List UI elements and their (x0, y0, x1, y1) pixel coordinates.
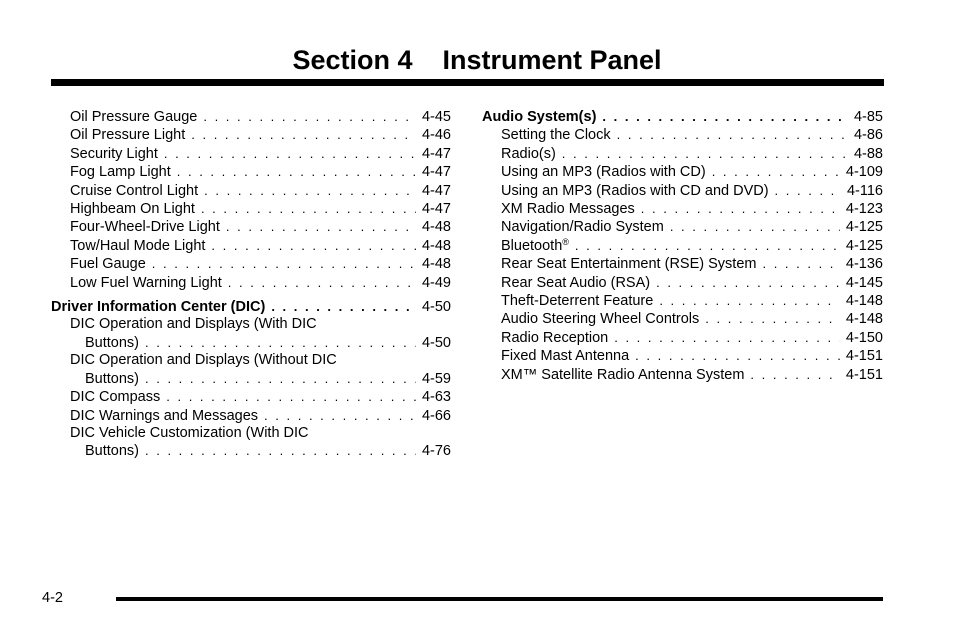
toc-entry (51, 145, 451, 163)
toc-page: 4-109 (845, 164, 883, 181)
toc-entry (51, 237, 451, 255)
toc-entry (51, 425, 451, 461)
leader-dots (191, 126, 416, 143)
leader-dots (762, 255, 839, 272)
toc-page: 4-66 (421, 407, 451, 424)
leader-dots (264, 407, 416, 424)
toc-label: Oil Pressure Gauge (70, 109, 198, 125)
leader-dots (271, 298, 416, 315)
toc-entry (51, 255, 451, 273)
leader-dots (614, 329, 840, 346)
leader-dots (775, 182, 841, 199)
toc-page: 4-59 (421, 370, 451, 387)
toc-page: 4-125 (845, 237, 883, 254)
toc-page: 4-116 (846, 182, 883, 199)
leader-dots (164, 145, 416, 162)
toc-entry (482, 126, 883, 144)
toc-page: 4-151 (845, 348, 883, 365)
leader-dots (562, 145, 848, 162)
toc-page: 4-150 (845, 329, 883, 346)
toc-entry (51, 163, 451, 181)
toc-label: DIC Compass (70, 389, 161, 406)
leader-dots (145, 370, 416, 387)
toc-label: XM™ Satellite Radio Antenna System (501, 366, 745, 383)
toc-page: 4-47 (421, 182, 451, 199)
toc-entry (482, 329, 883, 347)
toc-entry-main (51, 298, 451, 316)
toc-label: Using an MP3 (Radios with CD) (501, 164, 706, 181)
toc-page: 4-86 (853, 127, 883, 144)
toc-label: Fog Lamp Light (70, 164, 171, 181)
title-rule (51, 79, 884, 86)
toc-label-continued: Buttons) (85, 334, 139, 351)
toc-label: Navigation/Radio System (501, 219, 664, 236)
toc-page: 4-148 (845, 311, 883, 328)
toc-label: Rear Seat Audio (RSA) (501, 274, 651, 291)
toc-page: 4-49 (421, 274, 451, 291)
toc-label: Radio Reception (501, 329, 609, 346)
toc-page: 4-85 (853, 109, 883, 125)
toc-entry (482, 347, 883, 365)
toc-entry (482, 366, 883, 384)
toc-entry (482, 163, 883, 181)
leader-dots (145, 442, 416, 459)
toc-label: DIC Operation and Displays (Without DIC (70, 352, 337, 369)
toc-page: 4-50 (421, 299, 451, 316)
toc-entry (51, 316, 451, 352)
toc-entry (51, 218, 451, 236)
toc-label: Driver Information Center (DIC) (51, 299, 266, 316)
toc-label: Fixed Mast Antenna (501, 348, 630, 365)
leader-dots (750, 366, 840, 383)
leader-dots (228, 274, 416, 291)
toc-label: Oil Pressure Light (70, 127, 186, 144)
leader-dots (641, 200, 840, 217)
leader-dots (670, 218, 840, 235)
toc-page: 4-136 (845, 256, 883, 273)
toc-entry (482, 200, 883, 218)
leader-dots (201, 200, 416, 217)
toc-label: Security Light (70, 145, 158, 162)
toc-label: Radio(s) (501, 145, 556, 162)
toc-entry (51, 407, 451, 425)
toc-entry (482, 218, 883, 236)
leader-dots (204, 182, 416, 199)
toc-right-column (482, 108, 883, 384)
toc-label: Bluetooth (501, 237, 563, 254)
toc-page: 4-45 (421, 109, 451, 125)
toc-entry-main (482, 108, 883, 126)
toc-entry (51, 200, 451, 218)
toc-label: Rear Seat Entertainment (RSE) System (501, 256, 757, 273)
toc-label-continued: Buttons) (85, 443, 139, 460)
toc-label-continued: Buttons) (85, 370, 139, 387)
leader-dots (656, 274, 840, 291)
leader-dots (705, 310, 840, 327)
toc-entry (51, 182, 451, 200)
toc-label: Low Fuel Warning Light (70, 274, 222, 291)
toc-entry (51, 126, 451, 144)
toc-label: XM Radio Messages (501, 201, 635, 218)
leader-dots (635, 347, 840, 364)
registered-mark: ® (562, 236, 569, 247)
section-title: Section 4 Instrument Panel (292, 45, 662, 75)
leader-dots (617, 126, 848, 143)
toc-entry (51, 274, 451, 292)
toc-page: 4-76 (421, 443, 451, 460)
leader-dots (575, 237, 840, 254)
toc-label: DIC Warnings and Messages (70, 407, 259, 424)
toc-left-column (51, 108, 451, 461)
leader-dots (659, 292, 840, 309)
toc-label: Fuel Gauge (70, 256, 146, 273)
toc-page: 4-50 (421, 334, 451, 351)
leader-dots (152, 255, 416, 272)
leader-dots (211, 237, 416, 254)
toc-page: 4-48 (421, 219, 451, 236)
toc-label: Four-Wheel-Drive Light (70, 219, 220, 236)
toc-page: 4-63 (421, 389, 451, 406)
leader-dots (166, 388, 416, 405)
toc-page: 4-88 (853, 145, 883, 162)
footer-page-number: 4-2 (42, 590, 63, 606)
toc-page: 4-47 (421, 164, 451, 181)
toc-entry (482, 255, 883, 273)
toc-page: 4-123 (845, 201, 883, 218)
toc-entry (482, 237, 883, 255)
toc-label: Using an MP3 (Radios with CD and DVD) (501, 182, 769, 199)
toc-label: Theft-Deterrent Feature (501, 293, 654, 310)
toc-label: Setting the Clock (501, 127, 611, 144)
toc-page: 4-125 (845, 219, 883, 236)
leader-dots (145, 334, 416, 351)
toc-label: Audio Steering Wheel Controls (501, 311, 700, 328)
footer-rule (116, 597, 883, 601)
leader-dots (203, 108, 416, 125)
toc-page: 4-46 (421, 127, 451, 144)
toc-label-wrap (501, 238, 569, 255)
toc-entry (482, 310, 883, 328)
toc-entry (482, 182, 883, 200)
toc-page: 4-48 (421, 256, 451, 273)
toc-page: 4-151 (845, 366, 883, 383)
leader-dots (712, 163, 840, 180)
toc-label: DIC Operation and Displays (With DIC (70, 316, 317, 333)
toc-page: 4-48 (421, 237, 451, 254)
toc-page: 4-145 (845, 274, 883, 291)
toc-label: Cruise Control Light (70, 182, 199, 199)
leader-dots (177, 163, 416, 180)
toc-label: Highbeam On Light (70, 201, 195, 218)
toc-page: 4-47 (421, 145, 451, 162)
toc-label: DIC Vehicle Customization (With DIC (70, 424, 309, 441)
toc-entry (51, 352, 451, 388)
toc-label: Audio System(s) (482, 109, 597, 125)
toc-entry (51, 388, 451, 406)
toc-page: 4-148 (845, 293, 883, 310)
toc-page: 4-47 (421, 201, 451, 218)
toc-entry (482, 274, 883, 292)
leader-dots (226, 218, 416, 235)
toc-label: Tow/Haul Mode Light (70, 237, 206, 254)
toc-entry (482, 145, 883, 163)
toc-entry (482, 292, 883, 310)
leader-dots (602, 108, 848, 125)
toc-entry (51, 108, 451, 126)
